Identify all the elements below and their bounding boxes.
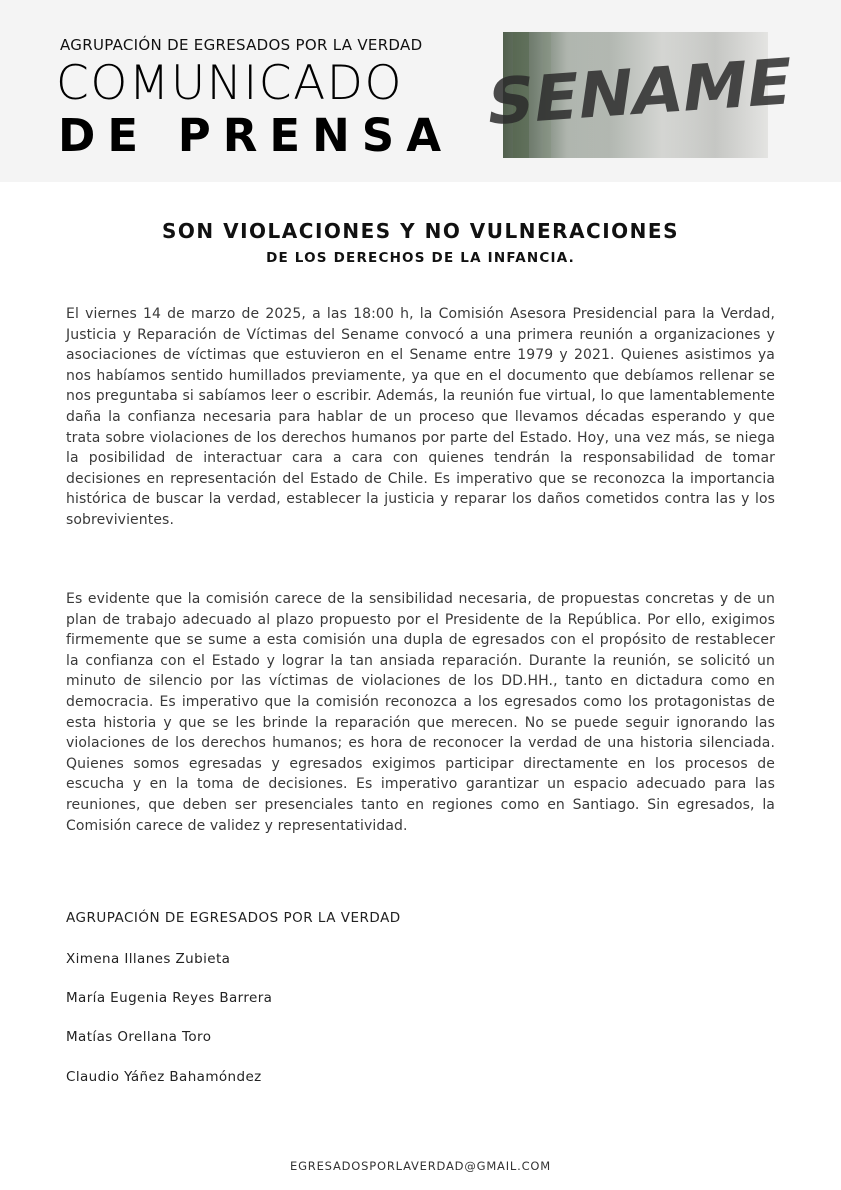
- signature-organization: AGRUPACIÓN DE EGRESADOS POR LA VERDAD: [66, 910, 401, 926]
- sename-sign-photo: [482, 32, 797, 158]
- title-line-2: DE PRENSA: [58, 109, 454, 162]
- headline: SON VIOLACIONES Y NO VULNERACIONES: [162, 219, 679, 243]
- title-line-1: COMUNICADO: [56, 56, 403, 111]
- body-paragraph-1: El viernes 14 de marzo de 2025, a las 18:00 h, la Comisión Asesora Presidencial para la Verdad, Justicia y Reparación de Víctimas del Sename convocó a una primera reunión a organizaciones y asociaciones de víctimas que estuvieron en el Sename entre 1979 y 2021. Quienes asistimos ya nos habíamos sentido humillados previamente, ya que en el documento que debíamos rellenar se nos preguntaba si sabíamos leer o escribir. Además, la reunión fue virtual, lo que lamentablemente daña la confianza necesaria para hablar de un proceso que llevamos décadas esperando y que trata sobre violaciones de los derechos humanos por parte del Estado. Hoy, una vez más, se niega la posibilidad de interactuar cara a cara con quienes tendrán la responsabilidad de tomar decisiones en representación del Estado de Chile. Es imperativo que se reconozca la importancia histórica de buscar la verdad, establecer la justicia y reparar los daños cometidos contra las y los sobrevivientes.: [66, 306, 775, 528]
- body-paragraph-2: Es evidente que la comisión carece de la sensibilidad necesaria, de propuestas concretas y de un plan de trabajo adecuado al plazo propuesto por el Presidente de la República. Por ello, exigimos firmemente que se sume a esta comisión una dupla de egresados con el propósito de restablecer la confianza con el Estado y lograr la tan ansiada reparación. Durante la reunión, se solicitó un minuto de silencio por las víctimas de violaciones de los DD.HH., tanto en dictadura como en democracia. Es imperativo que la comisión reconozca a los egresados como los protagonistas de esta historia y que se les brinde la reparación que merecen. No se puede seguir ignorando las violaciones de los derechos humanos; es hora de reconocer la verdad de una historia silenciada. Quienes somos egresadas y egresados exigimos participar directamente en los procesos de escucha y en la toma de decisiones. Es imperativo garantizar un espacio adecuado para las reuniones, que deben ser presenciales tanto en regiones como en Santiago. Sin egresados, la Comisión carece de validez y representatividad.: [66, 591, 775, 834]
- signatory-name: Ximena Illanes Zubieta: [66, 951, 231, 967]
- signatory-name: Claudio Yáñez Bahamóndez: [66, 1069, 262, 1085]
- subheadline: DE LOS DERECHOS DE LA INFANCIA.: [266, 250, 575, 266]
- signatory-name: María Eugenia Reyes Barrera: [66, 990, 273, 1006]
- signatory-name: Matías Orellana Toro: [66, 1029, 212, 1045]
- organization-name: AGRUPACIÓN DE EGRESADOS POR LA VERDAD: [60, 36, 423, 54]
- contact-email[interactable]: EGRESADOSPORLAVERDAD@GMAIL.COM: [290, 1159, 551, 1173]
- header-banner: [0, 0, 841, 182]
- sename-sign-text: SENAME: [482, 45, 797, 141]
